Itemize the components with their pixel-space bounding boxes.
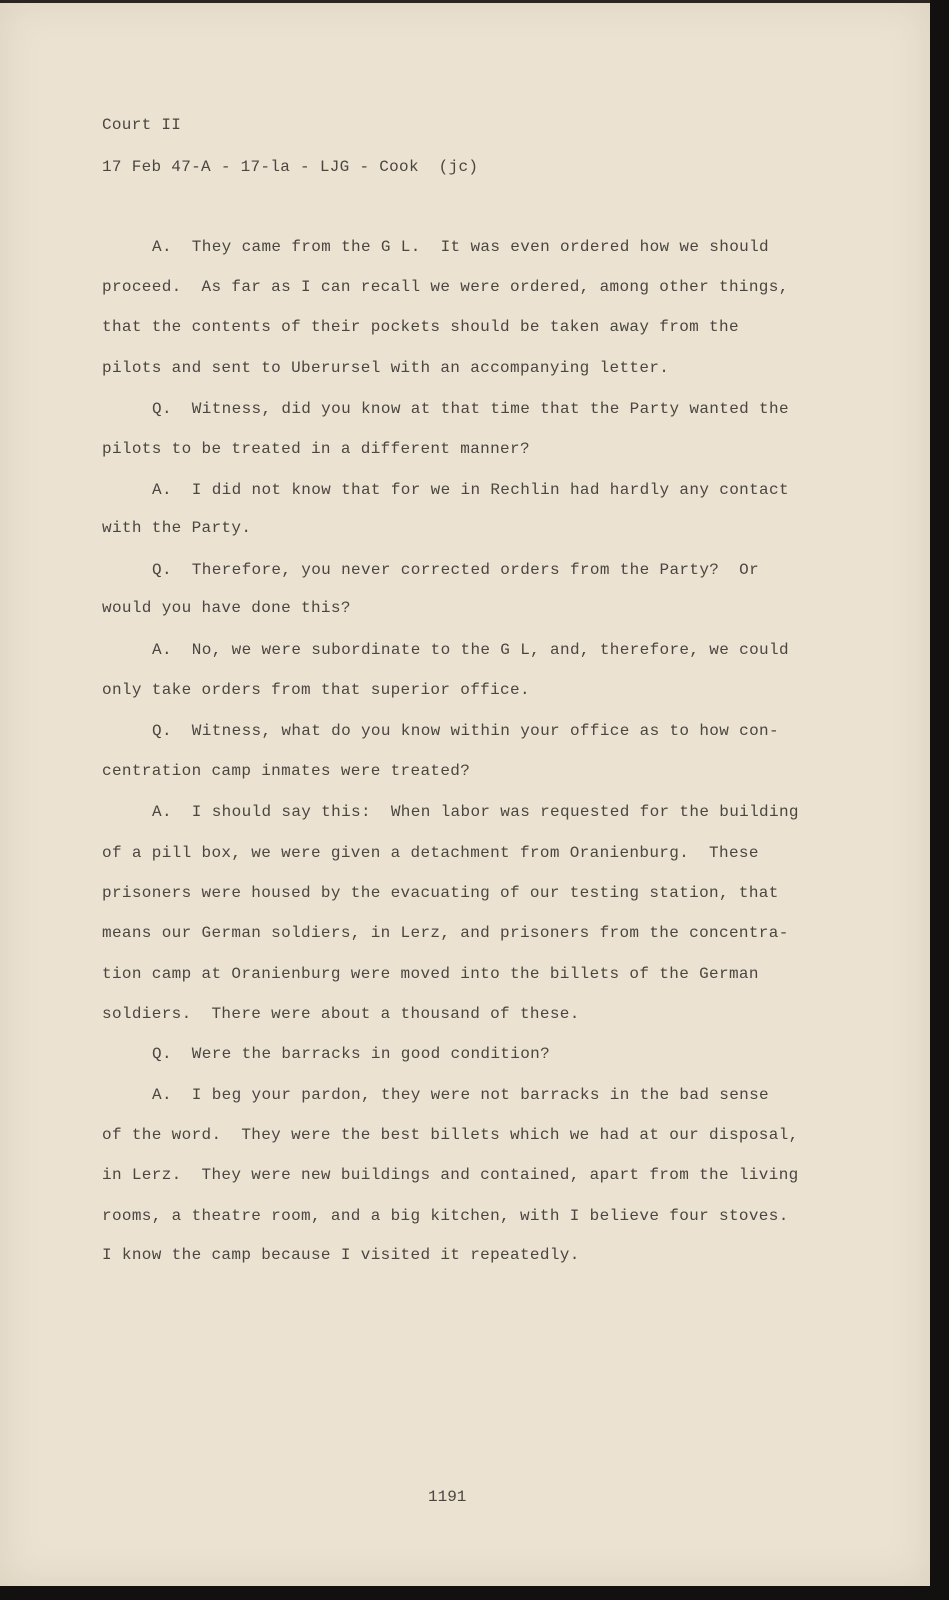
court-label: Court II [102, 116, 182, 134]
text-line: A. I should say this: When labor was requested for the building [152, 803, 799, 821]
text-line: Q. Witness, did you know at that time that the Party wanted the [152, 400, 789, 418]
text-line: means our German soldiers, in Lerz, and prisoners from the concentra- [102, 924, 789, 942]
text-line: of the word. They were the best billets which we had at our disposal, [102, 1126, 799, 1144]
text-line: rooms, a theatre room, and a big kitchen, with I believe four stoves. [102, 1207, 789, 1225]
text-line: A. They came from the G L. It was even ordered how we should [152, 238, 769, 256]
text-line: would you have done this? [102, 599, 351, 617]
text-line: Q. Were the barracks in good condition? [152, 1045, 551, 1063]
text-line: pilots and sent to Uberursel with an accompanying letter. [102, 359, 670, 377]
text-line: only take orders from that superior office. [102, 681, 530, 699]
text-line: I know the camp because I visited it repeatedly. [102, 1246, 580, 1264]
scan-top-edge [0, 0, 930, 3]
scan-right-border [930, 0, 949, 1600]
text-line: A. No, we were subordinate to the G L, and, therefore, we could [152, 641, 789, 659]
text-line: pilots to be treated in a different manner? [102, 440, 530, 458]
text-line: proceed. As far as I can recall we were ordered, among other things, [102, 278, 789, 296]
text-line: Q. Therefore, you never corrected orders from the Party? Or [152, 561, 760, 579]
text-line: prisoners were housed by the evacuating of our testing station, that [102, 884, 779, 902]
text-line: with the Party. [102, 519, 252, 537]
text-line: A. I beg your pardon, they were not barracks in the bad sense [152, 1086, 769, 1104]
text-line: that the contents of their pockets should be taken away from the [102, 318, 739, 336]
document-reference: 17 Feb 47-A - 17-la - LJG - Cook (jc) [102, 158, 479, 176]
text-line: of a pill box, we were given a detachment from Oranienburg. These [102, 844, 759, 862]
page-number: 1191 [428, 1488, 467, 1506]
text-line: centration camp inmates were treated? [102, 762, 471, 780]
text-line: A. I did not know that for we in Rechlin had hardly any contact [152, 481, 789, 499]
scan-bottom-border [0, 1586, 949, 1600]
text-line: in Lerz. They were new buildings and contained, apart from the living [102, 1166, 799, 1184]
text-line: Q. Witness, what do you know within your office as to how con- [152, 722, 779, 740]
text-line: soldiers. There were about a thousand of these. [102, 1005, 580, 1023]
text-line: tion camp at Oranienburg were moved into the billets of the German [102, 965, 759, 983]
